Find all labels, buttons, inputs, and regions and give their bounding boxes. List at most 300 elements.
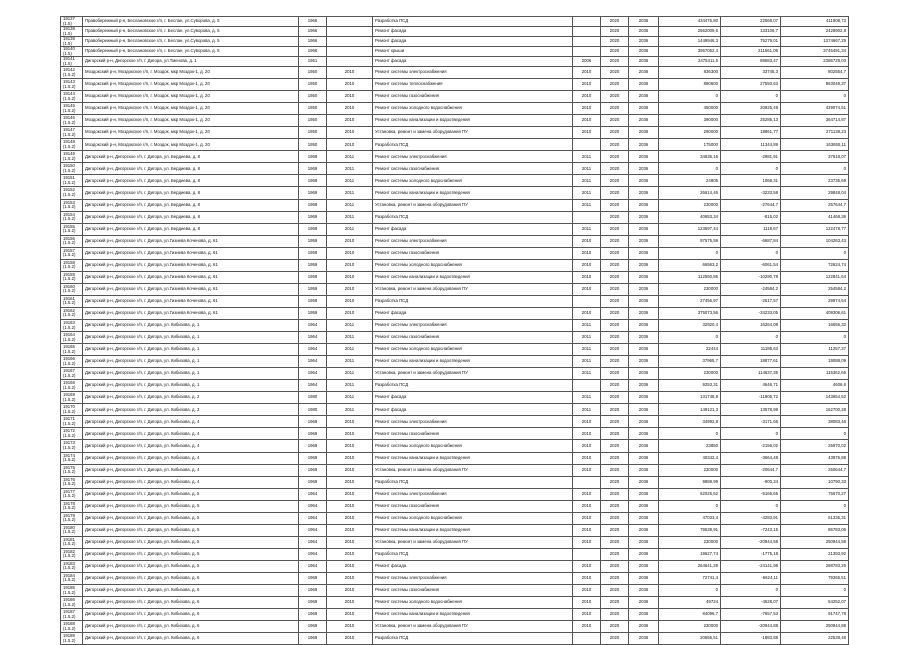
cell-v3: 51336,31 xyxy=(781,512,849,524)
cell-address: Дигорский р-н, Дигорское г/п, г. Дигора, ул. Кибизова, д. 2 xyxy=(83,392,299,404)
cell-v3: 0 xyxy=(781,91,849,103)
cell-work: Ремонт системы электроснабжения xyxy=(373,319,573,331)
cell-v1: 34992,8 xyxy=(659,416,721,428)
table-row xyxy=(61,235,849,247)
cell-walls: 2010 xyxy=(327,295,373,307)
cell-year: 1959 xyxy=(299,295,327,307)
cell-year: 1969 xyxy=(299,476,327,488)
cell-year: 1950 xyxy=(299,103,327,115)
cell-walls xyxy=(327,27,373,37)
cell-walls: 2010 xyxy=(327,247,373,259)
cell-year: 1964 xyxy=(299,548,327,560)
cell-y1: 2010 xyxy=(573,512,601,524)
cell-v2: 0 xyxy=(721,247,781,259)
cell-y3: 2036 xyxy=(629,199,659,211)
cell-id: 19177 (1.5.2) xyxy=(61,488,83,500)
cell-v3: 2386728,03 xyxy=(781,57,849,67)
cell-id: 19156 (1.5.2) xyxy=(61,235,83,247)
cell-v2: 133106,7 xyxy=(721,27,781,37)
cell-v2: 1069,31 xyxy=(721,175,781,187)
cell-year: 1964 xyxy=(299,560,327,572)
cell-walls: 2010 xyxy=(327,440,373,452)
cell-y1: 2011 xyxy=(573,223,601,235)
cell-y3: 2036 xyxy=(629,57,659,67)
cell-y1 xyxy=(573,27,601,37)
table-row xyxy=(61,47,849,57)
table-row xyxy=(61,524,849,536)
cell-v1: 230000 xyxy=(659,621,721,633)
cell-y3: 2036 xyxy=(629,47,659,57)
cell-work: Ремонт системы газоснабжения xyxy=(373,428,573,440)
cell-v2: -6624,11 xyxy=(721,572,781,584)
cell-v2: -815,02 xyxy=(721,211,781,223)
table-row xyxy=(61,139,849,151)
cell-v1: 3957052,4 xyxy=(659,47,721,57)
cell-y1: 2010 xyxy=(573,235,601,247)
cell-y2: 2020 xyxy=(601,428,629,440)
cell-y1: 2011 xyxy=(573,332,601,344)
cell-v1: 123597,44 xyxy=(659,223,721,235)
cell-walls: 2010 xyxy=(327,115,373,127)
table-row xyxy=(61,633,849,645)
cell-v1: 26614,46 xyxy=(659,187,721,199)
cell-work: Ремонт системы канализации и водоотведения xyxy=(373,115,573,127)
table-row xyxy=(61,416,849,428)
cell-v2: 0 xyxy=(721,91,781,103)
table-body xyxy=(61,17,849,645)
cell-y2: 2020 xyxy=(601,235,629,247)
cell-address: Дигорский р-н, Дигорское г/п, г. Дигора, ул. Кибизова, д. 6 xyxy=(83,621,299,633)
cell-address: Дигорский р-н, Дигорское г/п, г. Дигора, ул. Кибизова, д. 4 xyxy=(83,452,299,464)
cell-v2: -1883,88 xyxy=(721,633,781,645)
cell-y3: 2036 xyxy=(629,247,659,259)
cell-work: Ремонт системы газоснабжения xyxy=(373,500,573,512)
cell-v1: 290000 xyxy=(659,127,721,139)
cell-year: 1969 xyxy=(299,416,327,428)
cell-y1: 2011 xyxy=(573,404,601,416)
table-row xyxy=(61,211,849,223)
cell-y3: 2036 xyxy=(629,79,659,91)
cell-v2: 27550,63 xyxy=(721,79,781,91)
cell-y2: 2020 xyxy=(601,57,629,67)
cell-y3: 2036 xyxy=(629,621,659,633)
cell-work: Установка, ремонт и замена оборудования ПУ xyxy=(373,368,573,380)
cell-id: 19147 (1.5.2) xyxy=(61,127,83,139)
cell-y1: 2011 xyxy=(573,392,601,404)
cell-v2: 0 xyxy=(721,163,781,175)
cell-y3: 2036 xyxy=(629,380,659,392)
cell-v1: 37965,7 xyxy=(659,356,721,368)
cell-y1: 2010 xyxy=(573,452,601,464)
cell-y1: 2010 xyxy=(573,103,601,115)
table-row xyxy=(61,163,849,175)
cell-v2: -7243,15 xyxy=(721,524,781,536)
cell-v1: 23850 xyxy=(659,440,721,452)
cell-v1: 84096,7 xyxy=(659,609,721,621)
cell-y3: 2036 xyxy=(629,452,659,464)
cell-v3: 163655,11 xyxy=(781,139,849,151)
cell-work: Ремонт системы газоснабжения xyxy=(373,247,573,259)
cell-walls: 2010 xyxy=(327,139,373,151)
cell-id: 19158 (1.5.2) xyxy=(61,259,83,271)
cell-id: 19165 (1.5.2) xyxy=(61,344,83,356)
cell-id: 19142 (1.5.2) xyxy=(61,67,83,79)
cell-v1: 390000 xyxy=(659,115,721,127)
cell-walls: 2010 xyxy=(327,428,373,440)
cell-address: Дигорский р-н, Дигорское г/п, г. Дигора, ул. Кибизова, д. 6 xyxy=(83,633,299,645)
cell-y2: 2020 xyxy=(601,380,629,392)
cell-y2: 2020 xyxy=(601,127,629,139)
cell-v2: 33745,3 xyxy=(721,67,781,79)
cell-v2: 0 xyxy=(721,332,781,344)
cell-v3: 54252,07 xyxy=(781,597,849,609)
cell-address: Дигорский р-н, Дигорское г/п, г. Дигора, ул. Бердиева, д. 8 xyxy=(83,199,299,211)
table-row xyxy=(61,368,849,380)
table-row xyxy=(61,57,849,67)
cell-work: Ремонт системы холодного водоснабжения xyxy=(373,175,573,187)
cell-y3: 2036 xyxy=(629,67,659,79)
cell-y2: 2020 xyxy=(601,512,629,524)
cell-y1: 2010 xyxy=(573,67,601,79)
cell-year: 1969 xyxy=(299,621,327,633)
cell-y1: 2010 xyxy=(573,79,601,91)
cell-address: Дигорский р-н, Дигорское г/п, г. Дигора, ул. Кибизова, д. 5 xyxy=(83,488,299,500)
cell-work: Ремонт системы канализации и водоотведения xyxy=(373,356,573,368)
cell-year: 1969 xyxy=(299,175,327,187)
cell-y1: 2010 xyxy=(573,440,601,452)
cell-address: Дигорский р-н, Дигорское г/п, г. Дигора, ул. Кибизова, д. 4 xyxy=(83,428,299,440)
cell-y1: 2011 xyxy=(573,175,601,187)
cell-address: Дигорский р-н, Дигорское г/п, г. Дигора, ул. Кибизова, д. 5 xyxy=(83,512,299,524)
cell-id: 19185 (1.5.2) xyxy=(61,585,83,597)
cell-address: Дигорский р-н, Дигорское г/п, г. Дигора, ул. Кибизова, д. 5 xyxy=(83,500,299,512)
cell-v1: 131748,8 xyxy=(659,392,721,404)
table-row xyxy=(61,199,849,211)
cell-work: Ремонт фасада xyxy=(373,27,573,37)
cell-y3: 2036 xyxy=(629,139,659,151)
cell-y3: 2036 xyxy=(629,187,659,199)
cell-v2: -27644,7 xyxy=(721,199,781,211)
cell-work: Установка, ремонт и замена оборудования ПУ xyxy=(373,127,573,139)
cell-y2: 2020 xyxy=(601,452,629,464)
cell-work: Ремонт системы холодного водоснабжения xyxy=(373,259,573,271)
cell-v1: 230000 xyxy=(659,464,721,476)
cell-year: 1969 xyxy=(299,597,327,609)
cell-v1: 40342,4 xyxy=(659,452,721,464)
cell-v2: 18877,61 xyxy=(721,356,781,368)
table-row xyxy=(61,609,849,621)
cell-address: Дигорский р-н, Дигорское г/п, г. Дигора, ул. Кибизова, д. 1 xyxy=(83,368,299,380)
table-row xyxy=(61,37,849,47)
cell-y2: 2020 xyxy=(601,103,629,115)
cell-y1: 2010 xyxy=(573,560,601,572)
cell-y1: 2010 xyxy=(573,524,601,536)
cell-id: 19143 (1.5.2) xyxy=(61,79,83,91)
table-row xyxy=(61,488,849,500)
cell-v2: 211561,06 xyxy=(721,47,781,57)
cell-walls: 2010 xyxy=(327,416,373,428)
cell-year: 1969 xyxy=(299,187,327,199)
cell-address: Моздокский р-н, Моздокское г/п, г. Моздок, мкр Моздок-1, д. 20 xyxy=(83,79,299,91)
cell-work: Ремонт системы холодного водоснабжения xyxy=(373,597,573,609)
cell-y2: 2020 xyxy=(601,416,629,428)
cell-v3: 11257,37 xyxy=(781,344,849,356)
cell-y1 xyxy=(573,47,601,57)
cell-y3: 2036 xyxy=(629,27,659,37)
cell-v2: -2981,91 xyxy=(721,151,781,163)
cell-walls: 2011 xyxy=(327,392,373,404)
cell-v3: 143654,52 xyxy=(781,392,849,404)
cell-address: Дигорский р-н, Дигорское г/п, г. Дигора, ул. Бердиева, д. 8 xyxy=(83,175,299,187)
cell-y3: 2036 xyxy=(629,103,659,115)
cell-y2: 2020 xyxy=(601,175,629,187)
cell-y3: 2036 xyxy=(629,404,659,416)
cell-walls: 2011 xyxy=(327,319,373,331)
cell-y1: 2010 xyxy=(573,464,601,476)
cell-y2: 2020 xyxy=(601,536,629,548)
cell-walls: 2011 xyxy=(327,332,373,344)
table-row xyxy=(61,572,849,584)
cell-y2: 2020 xyxy=(601,585,629,597)
cell-v2: 88683,47 xyxy=(721,57,781,67)
cell-v3: 409306,61 xyxy=(781,307,849,319)
cell-year: 1950 xyxy=(299,139,327,151)
cell-v1: 175000 xyxy=(659,139,721,151)
cell-year: 1969 xyxy=(299,464,327,476)
cell-v2: -5165,65 xyxy=(721,488,781,500)
table-row xyxy=(61,67,849,79)
cell-y3: 2036 xyxy=(629,151,659,163)
cell-y2: 2020 xyxy=(601,47,629,57)
cell-v2: 22568,07 xyxy=(721,17,781,27)
cell-walls: 2010 xyxy=(327,572,373,584)
cell-address: Дигорский р-н, Дигорское г/п, г. Дигора, ул. Кибизова, д. 5 xyxy=(83,560,299,572)
cell-v1: 9253,31 xyxy=(659,380,721,392)
cell-v1: 0 xyxy=(659,585,721,597)
table-row xyxy=(61,597,849,609)
cell-address: Моздокский р-н, Моздокское г/п, г. Моздок, мкр Моздок-1, д. 20 xyxy=(83,67,299,79)
cell-y2: 2020 xyxy=(601,17,629,27)
cell-v2: -2517,57 xyxy=(721,295,781,307)
table-row xyxy=(61,452,849,464)
cell-year: 1950 xyxy=(299,67,327,79)
cell-work: Ремонт системы электроснабжения xyxy=(373,488,573,500)
cell-work: Разработка ПСД xyxy=(373,17,573,27)
cell-v3: 411908,73 xyxy=(781,17,849,27)
cell-y3: 2036 xyxy=(629,548,659,560)
table-row xyxy=(61,356,849,368)
cell-id: 19150 (1.5.2) xyxy=(61,163,83,175)
cell-walls: 2011 xyxy=(327,368,373,380)
cell-work: Ремонт фасада xyxy=(373,392,573,404)
cell-v3: 0 xyxy=(781,247,849,259)
cell-y2: 2020 xyxy=(601,609,629,621)
cell-y2: 2020 xyxy=(601,572,629,584)
cell-y1: 2006 xyxy=(573,57,601,67)
cell-v3: 271138,23 xyxy=(781,127,849,139)
cell-y3: 2036 xyxy=(629,235,659,247)
cell-id: 19179 (1.5.2) xyxy=(61,512,83,524)
cell-v3: 254584,2 xyxy=(781,283,849,295)
cell-v3: 122478,77 xyxy=(781,223,849,235)
cell-v1: 47033,4 xyxy=(659,512,721,524)
cell-walls: 2010 xyxy=(327,512,373,524)
table-row xyxy=(61,464,849,476)
cell-walls: 2011 xyxy=(327,344,373,356)
cell-id: 19187 (1.5.2) xyxy=(61,609,83,621)
cell-address: Правобережный р-н, Беслановское г/п, г. Беслан, ул.Суворова, д. 5 xyxy=(83,17,299,27)
cell-v2: -7657,53 xyxy=(721,609,781,621)
cell-work: Ремонт системы газоснабжения xyxy=(373,91,573,103)
cell-walls: 2011 xyxy=(327,404,373,416)
cell-year: 1969 xyxy=(299,452,327,464)
cell-y1: 2010 xyxy=(573,115,601,127)
cell-year: 1950 xyxy=(299,91,327,103)
cell-year: 1959 xyxy=(299,271,327,283)
cell-v1: 0 xyxy=(659,500,721,512)
cell-work: Ремонт фасада xyxy=(373,404,573,416)
cell-year: 1966 xyxy=(299,27,327,37)
cell-y2: 2020 xyxy=(601,633,629,645)
cell-y1: 2011 xyxy=(573,356,601,368)
cell-v3: 38083,46 xyxy=(781,416,849,428)
cell-year: 1969 xyxy=(299,163,327,175)
table-row xyxy=(61,621,849,633)
cell-v3: 22538,48 xyxy=(781,633,849,645)
cell-id: 19180 (1.5.2) xyxy=(61,524,83,536)
cell-y1 xyxy=(573,380,601,392)
cell-v1: 72741,4 xyxy=(659,572,721,584)
cell-v2: 0 xyxy=(721,500,781,512)
cell-v3: 162700,28 xyxy=(781,404,849,416)
cell-walls: 2010 xyxy=(327,621,373,633)
table-row xyxy=(61,380,849,392)
cell-address: Дигорский р-н, Дигорское г/п, г. Дигора, ул. Бердиева, д. 8 xyxy=(83,163,299,175)
cell-v2: 1118,67 xyxy=(721,223,781,235)
cell-id: 19140 (1.5) xyxy=(61,47,83,57)
cell-y3: 2036 xyxy=(629,356,659,368)
cell-id: 19146 (1.5.2) xyxy=(61,115,83,127)
cell-address: Дигорский р-н, Дигорское г/п, г. Дигора, ул.Гизиева Коченова, д. 61 xyxy=(83,247,299,259)
cell-v1: 0 xyxy=(659,428,721,440)
cell-y3: 2036 xyxy=(629,307,659,319)
table-row xyxy=(61,332,849,344)
cell-id: 19139 (1.5) xyxy=(61,37,83,47)
cell-y2: 2020 xyxy=(601,356,629,368)
cell-v2: 114637,35 xyxy=(721,368,781,380)
cell-work: Разработка ПСД xyxy=(373,139,573,151)
cell-walls: 2010 xyxy=(327,524,373,536)
cell-year: 1964 xyxy=(299,319,327,331)
cell-y3: 2036 xyxy=(629,500,659,512)
cell-v2: 13578,98 xyxy=(721,404,781,416)
cell-id: 19189 (1.5.2) xyxy=(61,633,83,645)
cell-year: 1959 xyxy=(299,283,327,295)
cell-year: 1964 xyxy=(299,524,327,536)
cell-year: 1964 xyxy=(299,512,327,524)
cell-work: Ремонт фасада xyxy=(373,560,573,572)
cell-v3: 72624,74 xyxy=(781,259,849,271)
cell-work: Ремонт фасада xyxy=(373,57,573,67)
cell-work: Ремонт системы холодного водоснабжения xyxy=(373,344,573,356)
cell-year: 1959 xyxy=(299,307,327,319)
cell-y2: 2020 xyxy=(601,488,629,500)
cell-y2: 2020 xyxy=(601,27,629,37)
cell-v2: -34233,05 xyxy=(721,307,781,319)
cell-v1: 264641,28 xyxy=(659,560,721,572)
cell-id: 19161 (1.5.2) xyxy=(61,295,83,307)
cell-work: Установка, ремонт и замена оборудования ПУ xyxy=(373,536,573,548)
cell-v3: 104263,43 xyxy=(781,235,849,247)
cell-y3: 2036 xyxy=(629,536,659,548)
cell-address: Дигорский р-н, Дигорское г/п, г. Дигора, ул. Кибизова, д. 4 xyxy=(83,476,299,488)
cell-id: 19162 (1.5.2) xyxy=(61,307,83,319)
cell-address: Дигорский р-н, Дигорское г/п, г. Дигора, ул.Тменова, д. 1 xyxy=(83,57,299,67)
table-row xyxy=(61,404,849,416)
cell-id: 19138 (1.5) xyxy=(61,27,83,37)
cell-work: Ремонт системы газоснабжения xyxy=(373,585,573,597)
cell-y1: 2010 xyxy=(573,572,601,584)
cell-v1: 149121,3 xyxy=(659,404,721,416)
cell-year: 1964 xyxy=(299,368,327,380)
cell-walls: 2010 xyxy=(327,103,373,115)
cell-v2: -10290,78 xyxy=(721,271,781,283)
cell-address: Правобережный р-н, Беслановское г/п, г. Беслан, ул.Суворова, д. 5 xyxy=(83,27,299,37)
cell-v1: 34636,16 xyxy=(659,151,721,163)
cell-address: Дигорский р-н, Дигорское г/п, г. Дигора, ул.Гизиева Коченова, д. 61 xyxy=(83,271,299,283)
cell-walls: 2010 xyxy=(327,500,373,512)
cell-year: 1969 xyxy=(299,428,327,440)
cell-v3: 429074,51 xyxy=(781,103,849,115)
table-row xyxy=(61,476,849,488)
cell-v2: -24584,2 xyxy=(721,283,781,295)
cell-id: 19167 (1.5.2) xyxy=(61,368,83,380)
cell-address: Моздокский р-н, Моздокское г/п, г. Моздок, мкр Моздок-1, д. 20 xyxy=(83,115,299,127)
cell-id: 19154 (1.5.2) xyxy=(61,211,83,223)
cell-v3: 802554,7 xyxy=(781,67,849,79)
cell-v3: 863049,37 xyxy=(781,79,849,91)
cell-work: Ремонт фасада xyxy=(373,307,573,319)
cell-v2: -4283,91 xyxy=(721,512,781,524)
cell-y2: 2020 xyxy=(601,464,629,476)
cell-address: Моздокский р-н, Моздокское г/п, г. Моздок, мкр Моздок-1, д. 20 xyxy=(83,139,299,151)
cell-id: 19173 (1.5.2) xyxy=(61,440,83,452)
cell-address: Дигорский р-н, Дигорское г/п, г. Дигора, ул. Кибизова, д. 6 xyxy=(83,597,299,609)
cell-v3: 1374667,29 xyxy=(781,37,849,47)
cell-work: Ремонт системы холодного водоснабжения xyxy=(373,103,573,115)
cell-v2: 75279,01 xyxy=(721,37,781,47)
cell-year: 1950 xyxy=(299,115,327,127)
cell-id: 19149 (1.5.2) xyxy=(61,151,83,163)
cell-walls xyxy=(327,37,373,47)
cell-v1: 97575,59 xyxy=(659,235,721,247)
cell-work: Ремонт системы теплоснабжения xyxy=(373,79,573,91)
cell-walls: 2011 xyxy=(327,223,373,235)
cell-v3: 29974,54 xyxy=(781,295,849,307)
cell-id: 19152 (1.5.2) xyxy=(61,187,83,199)
table-row xyxy=(61,536,849,548)
cell-v2: 20925,49 xyxy=(721,103,781,115)
cell-v3: 250944,58 xyxy=(781,536,849,548)
cell-v3: 4606,6 xyxy=(781,380,849,392)
cell-y1: 2010 xyxy=(573,585,601,597)
cell-v1: 19627,74 xyxy=(659,548,721,560)
cell-y2: 2020 xyxy=(601,548,629,560)
cell-year: 1964 xyxy=(299,380,327,392)
cell-y3: 2036 xyxy=(629,332,659,344)
cell-v2: 4646,71 xyxy=(721,380,781,392)
cell-address: Правобережный р-н, Беслановское г/п, г. Беслан, ул.Суворова, д. 5 xyxy=(83,37,299,47)
